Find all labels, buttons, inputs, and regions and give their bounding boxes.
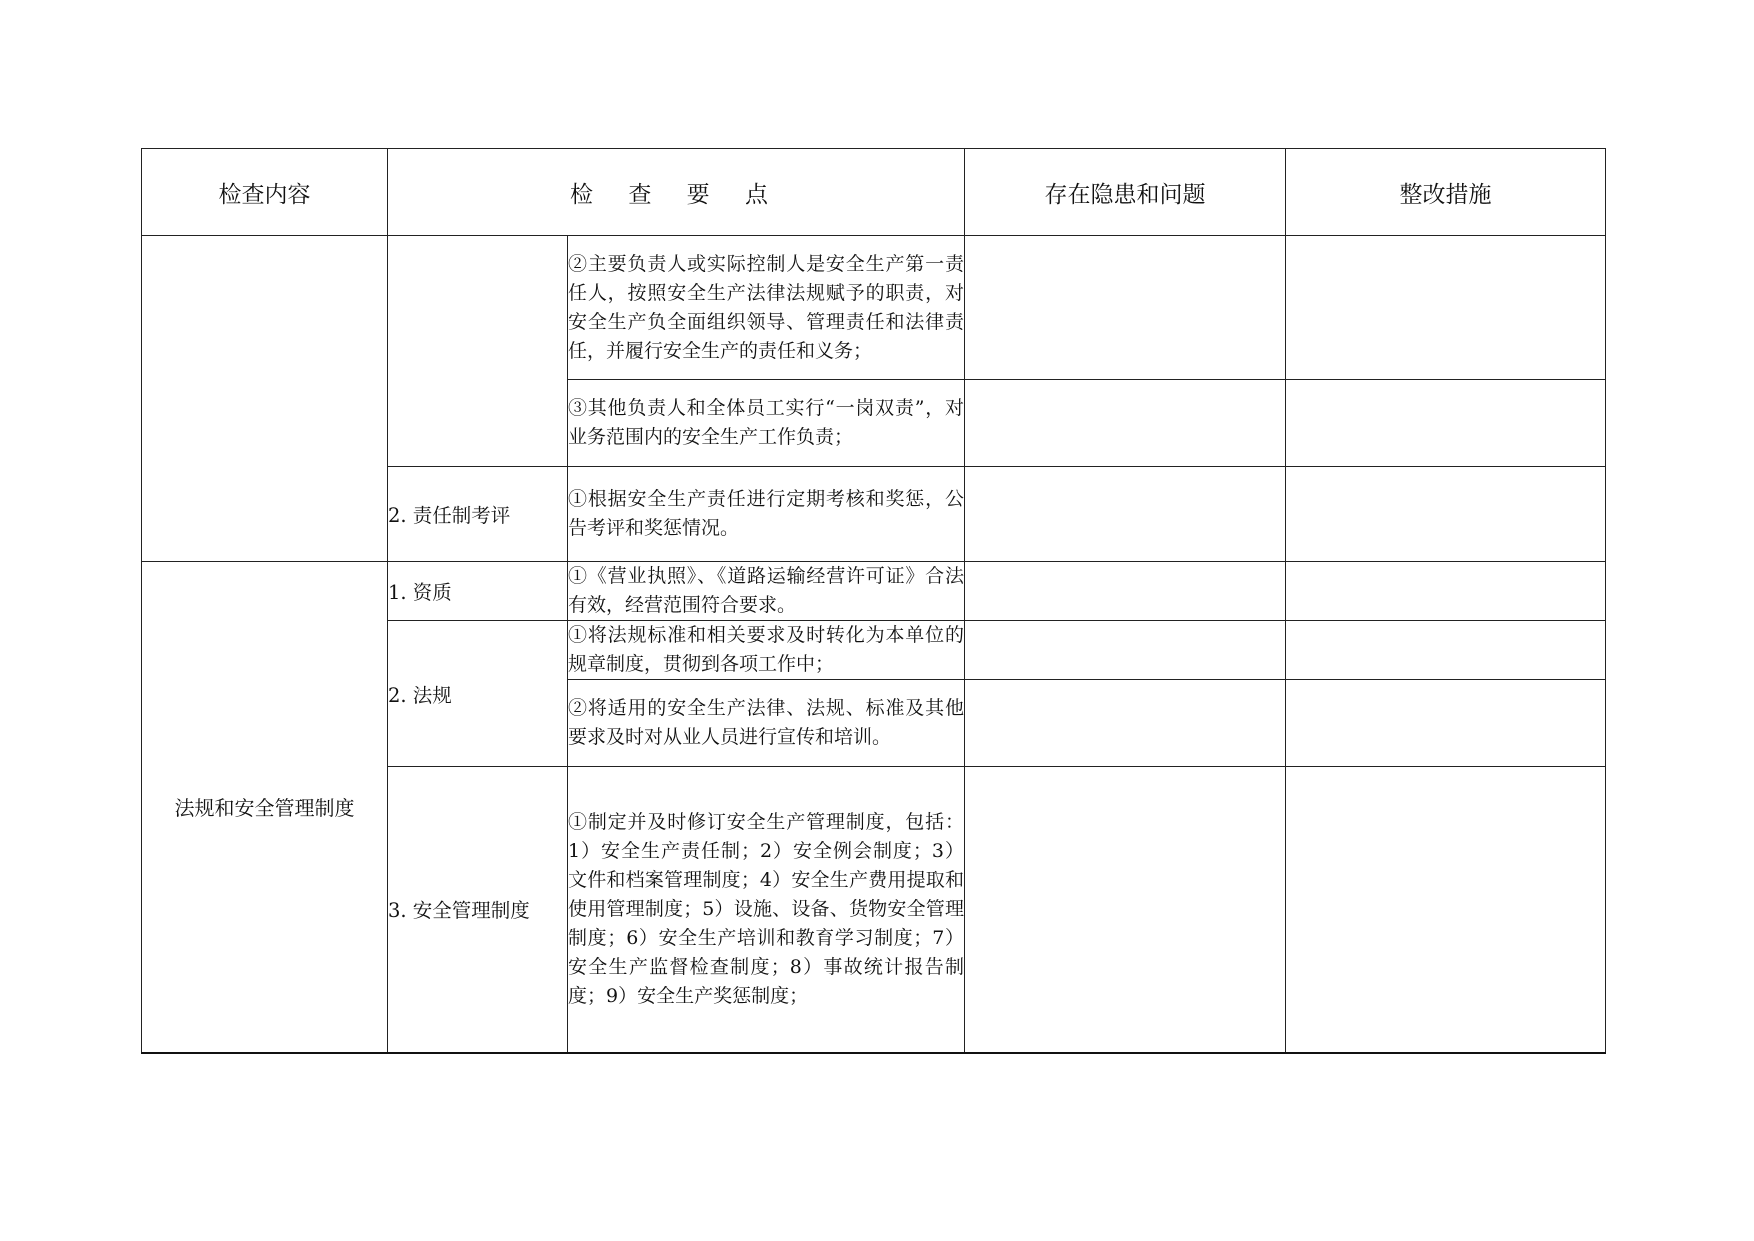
measure-cell	[1286, 680, 1606, 767]
check-point: ①根据安全生产责任进行定期考核和奖惩，公告考评和奖惩情况。	[568, 467, 965, 562]
table-row	[142, 236, 1606, 380]
check-point: ①制定并及时修订安全生产管理制度，包括：1）安全生产责任制；2）安全例会制度；3）文件和档案管理制度；4）安全生产费用提取和使用管理制度；5）设施、设备、货物安全管理制度；6）安全生产培训和教育学习制度；7）安全生产监督检查制度；8）事故统计报告制度；9）安全生产奖惩制度；	[568, 767, 965, 1053]
table-row	[142, 562, 1606, 621]
hazard-cell	[965, 767, 1286, 1053]
measure-cell	[1286, 467, 1606, 562]
inspection-table	[141, 148, 1606, 1054]
header-inspection-content: 检查内容	[142, 149, 388, 236]
header-hazards-and-issues: 存在隐患和问题	[965, 149, 1286, 236]
measure-cell	[1286, 562, 1606, 621]
subitem-label: 2. 责任制考评	[388, 467, 568, 562]
measure-cell	[1286, 767, 1606, 1053]
check-point: ①将法规标准和相关要求及时转化为本单位的规章制度，贯彻到各项工作中；	[568, 621, 965, 680]
hazard-cell	[965, 380, 1286, 467]
measure-cell	[1286, 621, 1606, 680]
check-point: ①《营业执照》、《道路运输经营许可证》合法有效，经营范围符合要求。	[568, 562, 965, 621]
subitem-label: 2. 法规	[388, 621, 568, 767]
hazard-cell	[965, 236, 1286, 380]
category-label: 法规和安全管理制度	[142, 562, 388, 1053]
check-point: ②将适用的安全生产法律、法规、标准及其他要求及时对从业人员进行宣传和培训。	[568, 680, 965, 767]
measure-cell	[1286, 380, 1606, 467]
inspection-sheet	[141, 148, 1605, 1052]
hazard-cell	[965, 562, 1286, 621]
header-inspection-points: 检 查 要 点	[388, 149, 965, 236]
header-row	[142, 149, 1606, 236]
hazard-cell	[965, 621, 1286, 680]
header-rectification-measures: 整改措施	[1286, 149, 1606, 236]
check-point: ③其他负责人和全体员工实行“一岗双责”，对业务范围内的安全生产工作负责；	[568, 380, 965, 467]
hazard-cell	[965, 680, 1286, 767]
check-point: ②主要负责人或实际控制人是安全生产第一责任人，按照安全生产法律法规赋予的职责，对安全生产负全面组织领导、管理责任和法律责任，并履行安全生产的责任和义务；	[568, 236, 965, 380]
measure-cell	[1286, 236, 1606, 380]
subitem-cell-continued	[388, 236, 568, 467]
hazard-cell	[965, 467, 1286, 562]
subitem-label: 1. 资质	[388, 562, 568, 621]
category-cell-continued	[142, 236, 388, 562]
subitem-label: 3. 安全管理制度	[388, 767, 568, 1053]
